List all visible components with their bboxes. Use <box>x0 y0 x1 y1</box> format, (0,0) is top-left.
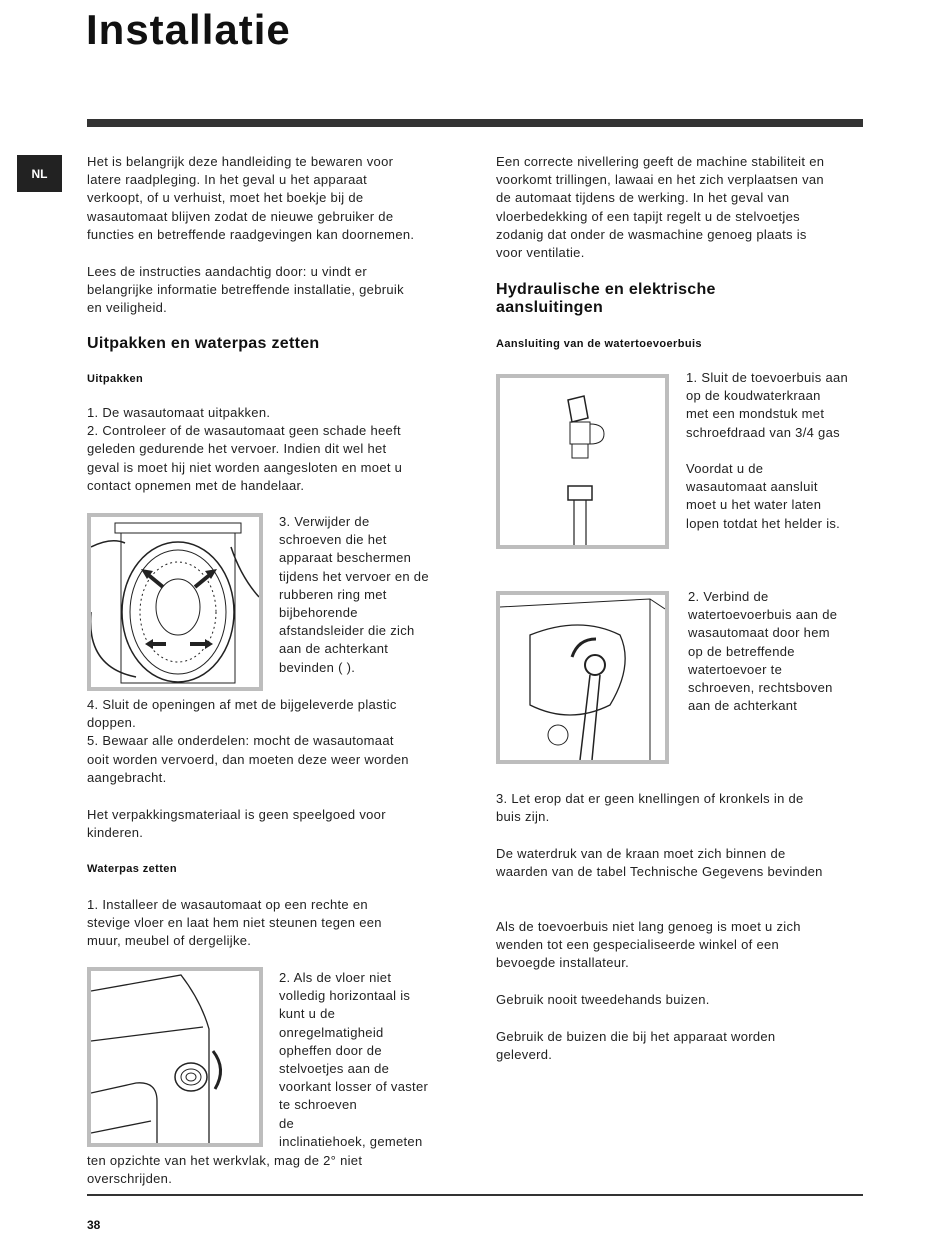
leveling-foot-illustration <box>87 967 263 1147</box>
hose-length-note: Als de toevoerbuis niet lang genoeg is moet u zich wenden tot een gespecialiseerde winkel of een bevoegde installateur. <box>496 919 801 971</box>
instructions-paragraph: Lees de instructies aandachtig door: u vindt er belangrijke informatie betreffende installatie, gebruik en veiligheid. <box>87 264 404 316</box>
unpack-steps: 1. De wasautomaat uitpakken. 2. Controleer of de wasautomaat geen schade heeft geleden gedurende het vervoer. Indien dit wel het geval is moet hij niet worden aangesloten en moet u contact opnemen met de handelaar. <box>87 405 403 493</box>
leveling-step-1: 1. Installeer de wasautomaat op een rechte en stevige vloer en laat hem niet steunen tegen een muur, meubel of dergelijke. <box>87 897 382 949</box>
transport-screws-icon <box>91 517 259 687</box>
section-title-connections: Hydraulische en elektrische aansluitingen <box>496 281 716 316</box>
footer-rule <box>87 1194 863 1196</box>
packaging-warning: Het verpakkingsmateriaal is geen speelgoed voor kinderen. <box>87 807 386 841</box>
adjustable-foot-icon <box>91 971 259 1143</box>
page-number: 38 <box>87 1218 101 1232</box>
leveling-step-2: 2. Als de vloer niet volledig horizontaal is kunt u de onregelmatigheid opheffen door de stelvoetjes aan de voorkant losser of vaster te schroeven de inclinatiehoek, gemeten <box>279 970 429 1149</box>
leveling-paragraph: Een correcte nivellering geeft de machine stabiliteit en voorkomt trillingen, lawaai en het zich verplaatsen van de automaat tijdens de werking. In het geval van vloerbedekking of een tapijt regelt u de stelvoetjes zodanig dat onder de wasmachine genoeg plaats is voor ventilatie. <box>496 154 825 261</box>
no-used-hoses-note: Gebruik nooit tweedehands buizen. <box>496 992 710 1007</box>
page-title: Installatie <box>86 6 291 53</box>
language-tab: NL <box>17 155 62 192</box>
subheading-unpacking: Uitpakken <box>87 373 144 385</box>
intro-paragraph: Het is belangrijk deze handleiding te bewaren voor latere raadpleging. In het geval u het apparaat verkoopt, of u verhuist, moet het boekje bij de wasautomaat blijven zodat de nieuwe gebruiker de functies en betreffende raadgevingen kan doornemen. <box>87 154 415 242</box>
water-tap-icon <box>500 378 665 545</box>
hose-connection-icon <box>500 595 665 760</box>
inlet-step-3: 3. Let erop dat er geen knellingen of kronkels in de buis zijn. <box>496 791 804 825</box>
step-3-remove-screws: 3. Verwijder de schroeven die het apparaat beschermen tijdens het vervoer en de rubberen ring met bijbehorende afstandsleider die zich aan de achterkant bevinden ( ). <box>279 514 429 675</box>
leveling-step-2-continued: ten opzichte van het werkvlak, mag de 2° niet overschrijden. <box>87 1153 363 1187</box>
hose-connection-illustration <box>496 591 669 764</box>
back-of-machine-illustration <box>87 513 263 691</box>
subheading-leveling: Waterpas zetten <box>87 863 177 875</box>
section-title-unpacking: Uitpakken en waterpas zetten <box>87 335 320 352</box>
inlet-step-2: 2. Verbind de watertoevoerbuis aan de wasautomaat door hem op de betreffende watertoevoer te schroeven, rechtsboven aan de achterkant <box>688 589 838 714</box>
header-rule <box>87 119 863 127</box>
tap-hose-illustration <box>496 374 669 549</box>
subheading-water-inlet: Aansluiting van de watertoevoerbuis <box>496 338 702 350</box>
inlet-step-1: 1. Sluit de toevoerbuis aan op de koudwaterkraan met een mondstuk met schroefdraad van 3/4 gas Voordat u de wasautomaat aansluit moet u het water laten lopen totdat het helder is. <box>686 370 849 531</box>
supplied-hoses-note: Gebruik de buizen die bij het apparaat worden geleverd. <box>496 1029 776 1063</box>
steps-4-5: 4. Sluit de openingen af met de bijgeleverde plastic doppen. 5. Bewaar alle onderdelen: mocht de wasautomaat ooit worden vervoerd, dan moeten deze weer worden aangebracht. <box>87 697 409 785</box>
water-pressure-note: De waterdruk van de kraan moet zich binnen de waarden van de tabel Technische Gegevens bevinden <box>496 846 823 880</box>
